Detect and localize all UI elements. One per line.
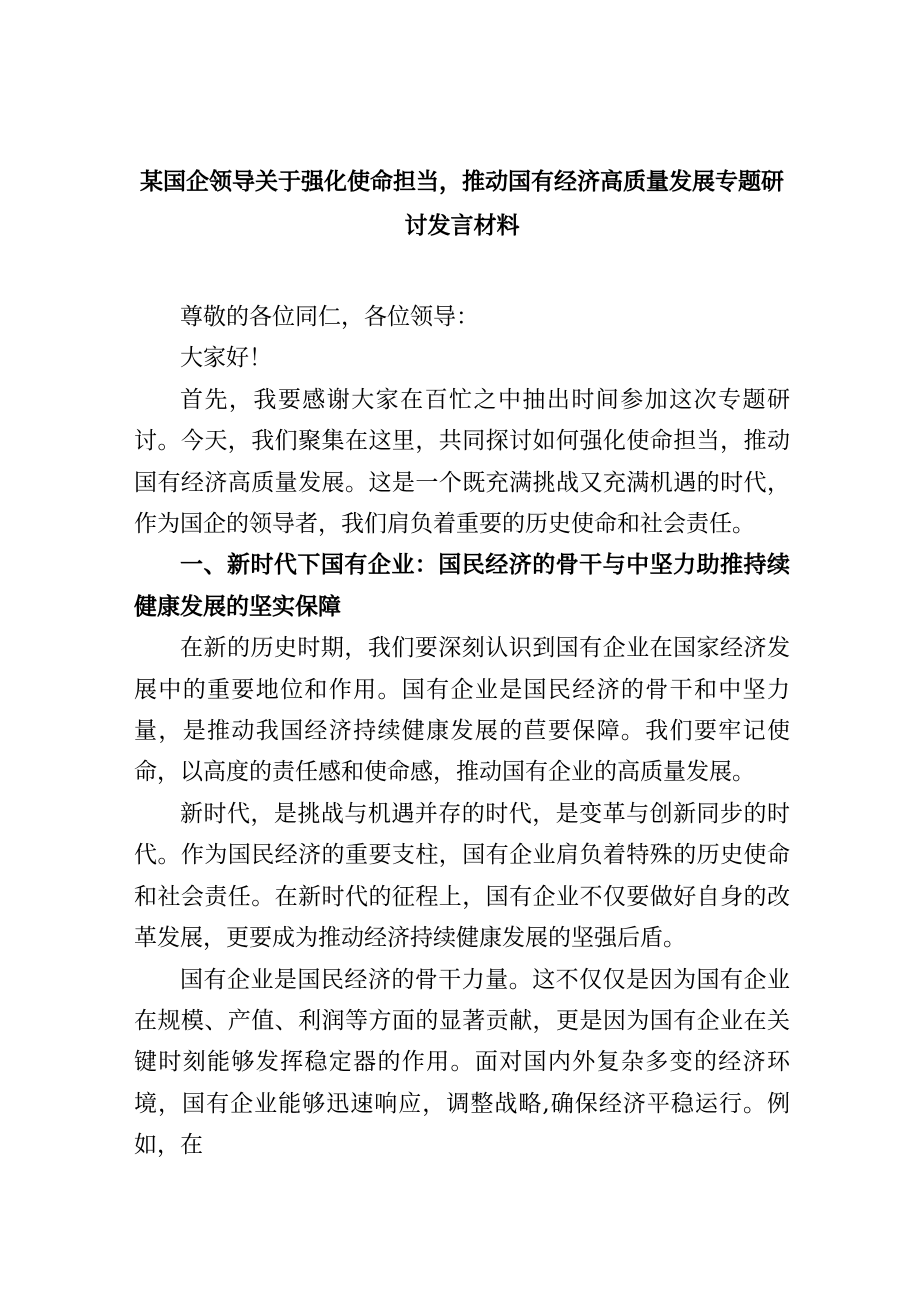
document-title: 某国企领导关于强化使命担当，推动国有经济高质量发展专题研讨发言材料 (140, 169, 784, 239)
paragraph-intro: 首先，我要感谢大家在百忙之中抽出时间参加这次专题研讨。今天，我们聚集在这里，共同探讨如何强化使命担当，推动国有经济高质量发展。这是一个既充满挑战又充满机遇的时代，作为国企的领导者，我们肩负着重要的历史使命和社会责任。 (134, 386, 790, 538)
section-heading-1: 一、新时代下国有企业：国民经济的骨干与中坚力助推持续健康发展的坚实保障 (134, 552, 790, 620)
greeting: 大家好！ (180, 345, 272, 372)
salutation: 尊敬的各位同仁，各位领导： (180, 304, 479, 330)
paragraph: 新时代，是挑战与机遇并存的时代，是变革与创新同步的时代。作为国民经济的重要支柱，国有企业肩负着特殊的历史使命和社会责任。在新时代的征程上，国有企业不仅要做好自身的改革发展，更要成为推动经济持续健康发展的坚强后盾。 (134, 800, 790, 952)
document-body (134, 297, 790, 1167)
paragraph: 国有企业是国民经济的骨干力量。这不仅仅是因为国有企业在规模、产值、利润等方面的显著贡献，更是因为国有企业在关键时刻能够发挥稳定器的作用。面对国内外复杂多变的经济环境，国有企业能够迅速响应，调整战略,确保经济平稳运行。例如，在 (134, 966, 790, 1159)
paragraph: 在新的历史时期，我们要深刻认识到国有企业在国家经济发展中的重要地位和作用。国有企业是国民经济的骨干和中坚力量，是推动我国经济持续健康发展的苣要保障。我们要牢记使命，以高度的责任感和使命感，推动国有企业的高质量发展。 (134, 635, 790, 786)
